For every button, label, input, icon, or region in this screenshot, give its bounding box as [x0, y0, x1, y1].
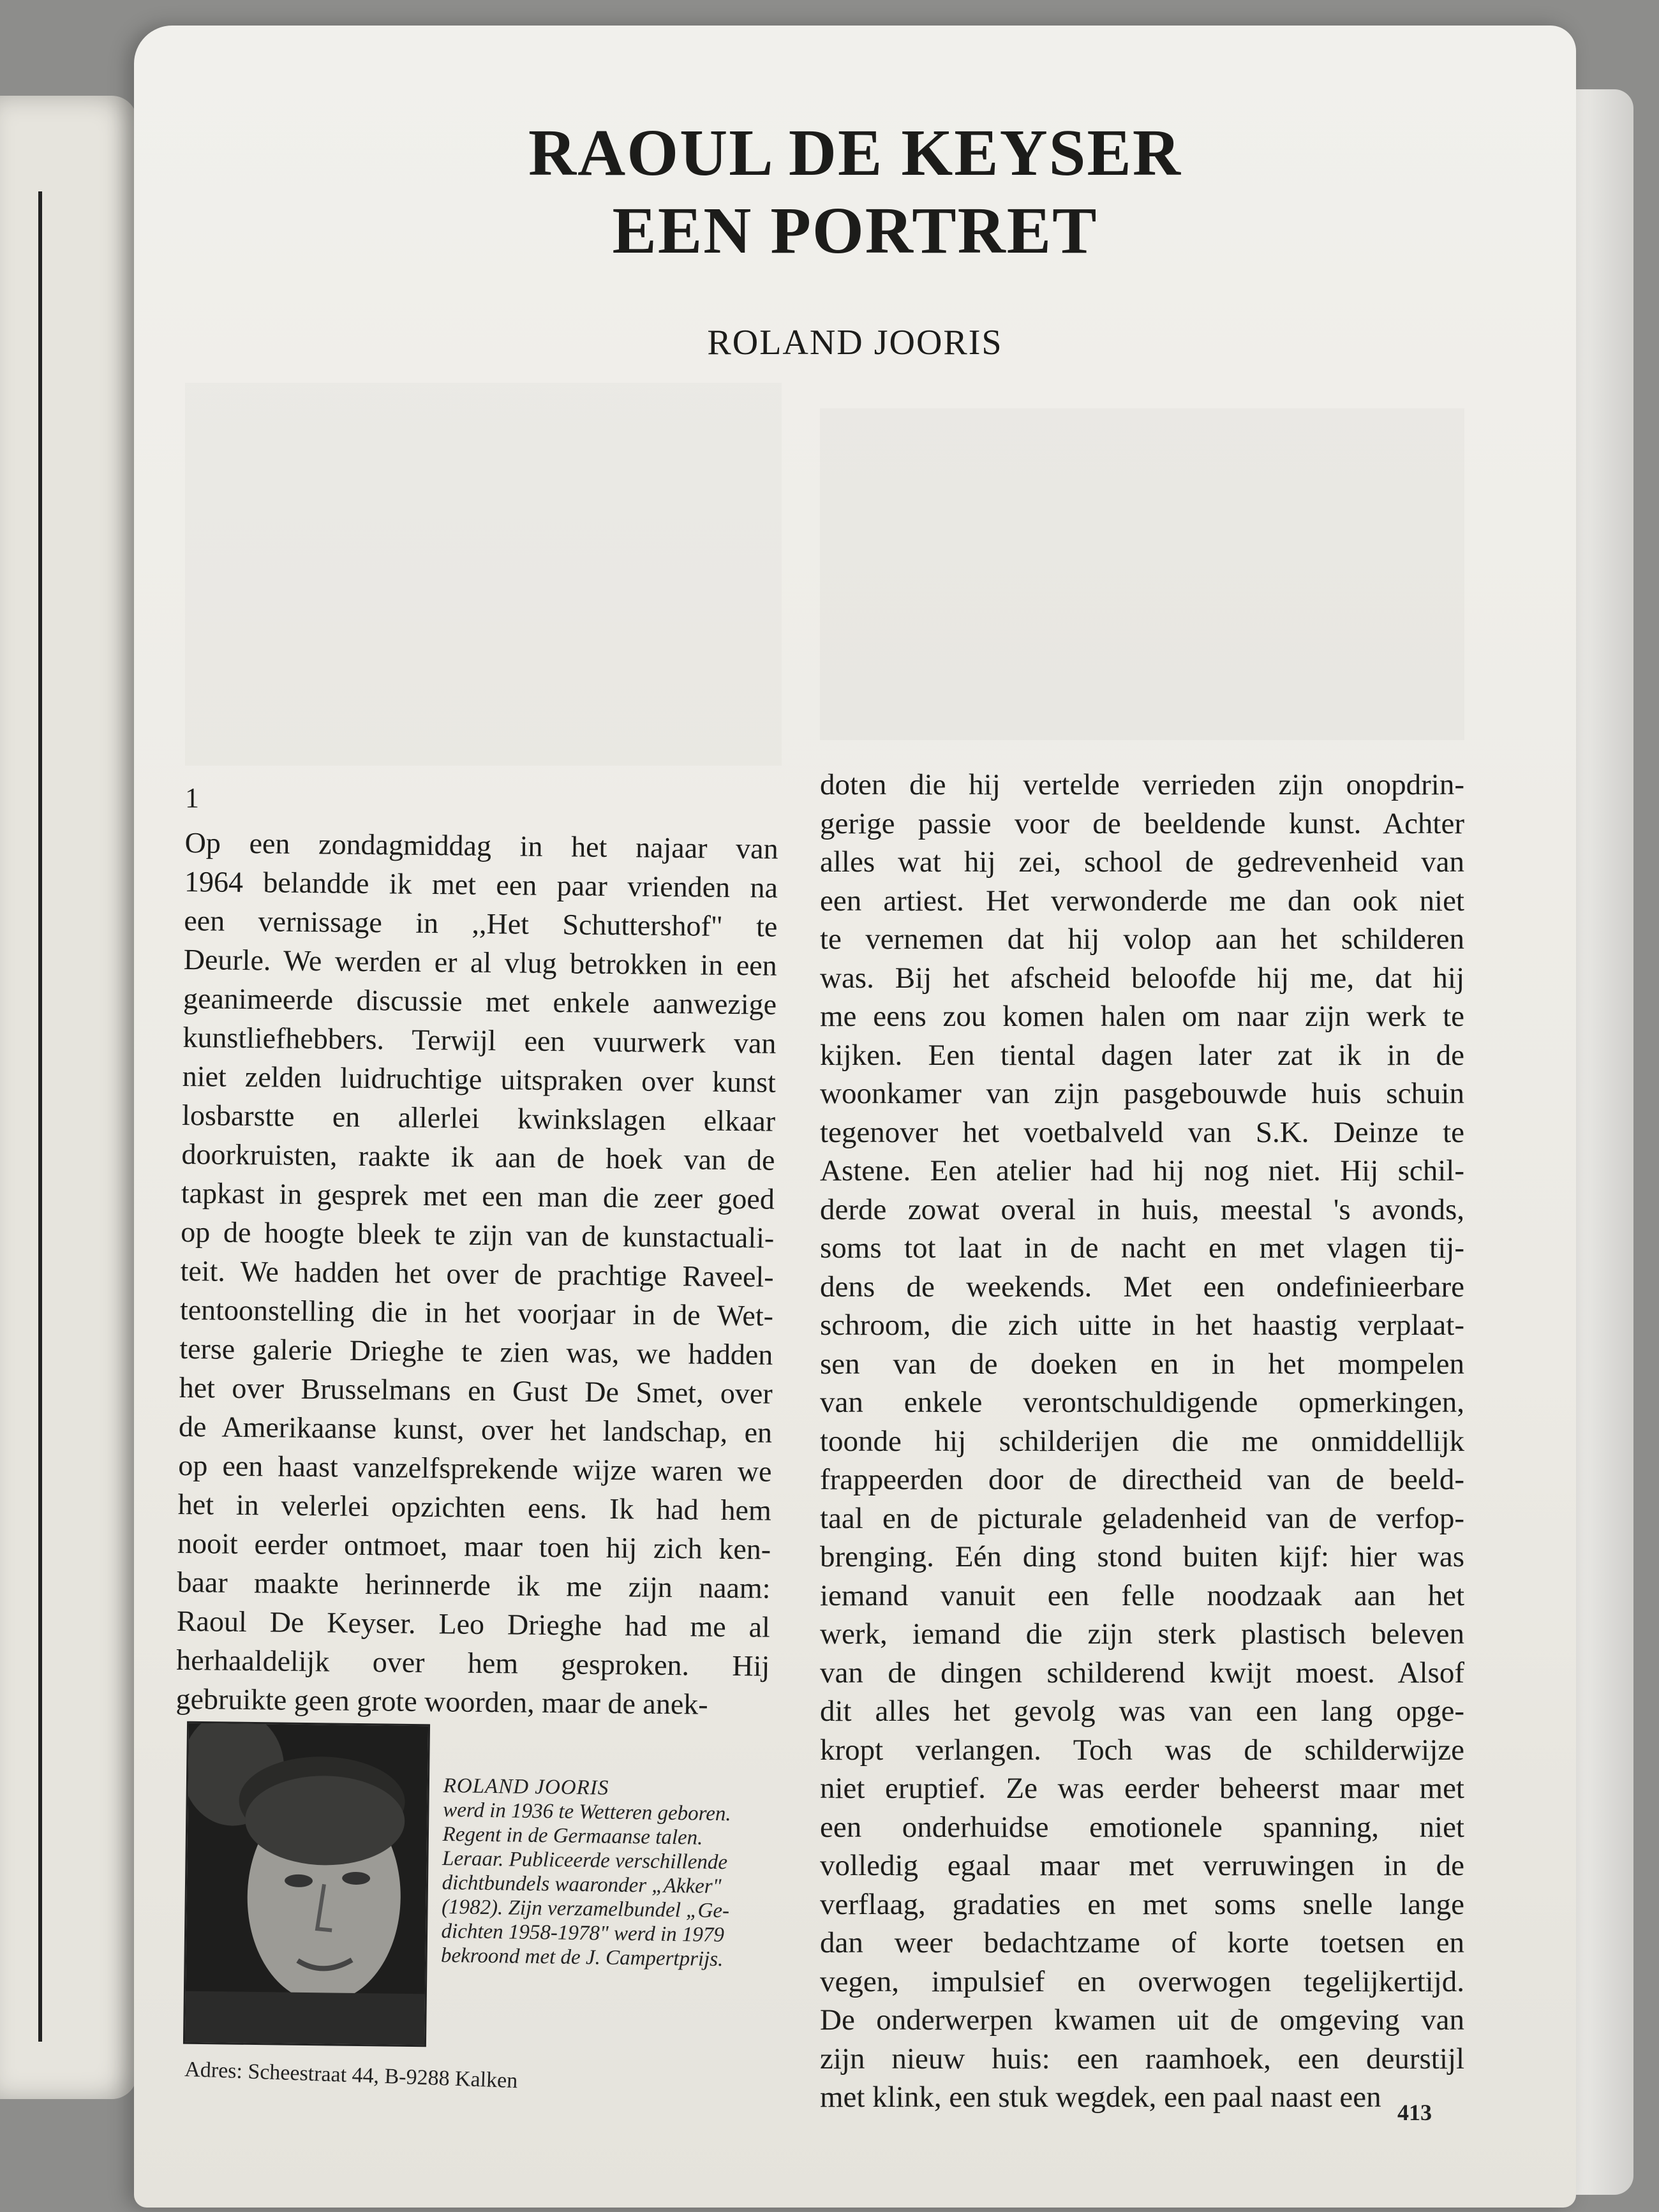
bio-line: Leraar. Publiceerde verschillende — [442, 1846, 728, 1874]
article-subtitle: EEN PORTRET — [612, 194, 1098, 267]
text-line: dens de weekends. Met een ondefinieerbare — [820, 1270, 1464, 1303]
text-line: teit. We hadden het over de prachtige Raveel- — [180, 1254, 774, 1293]
text-line: me eens zou komen halen om naar zijn werk te — [820, 1000, 1464, 1033]
text-line: brenging. Eén ding stond buiten kijf: hier was — [820, 1540, 1464, 1573]
text-line: op een haast vanzelfsprekende wijze waren we — [178, 1448, 772, 1488]
bio-name: ROLAND JOORIS — [443, 1774, 609, 1800]
text-line: 1964 belandde ik met een paar vrienden na — [184, 865, 778, 904]
text-line: woonkamer van zijn pasgebouwde huis schuin — [820, 1077, 1464, 1110]
article-title: RAOUL DE KEYSER — [528, 116, 1182, 189]
text-line: het over Brusselmans en Gust De Smet, over — [179, 1370, 773, 1410]
text-line: de Amerikaanse kunst, over het landschap, en — [178, 1409, 773, 1449]
text-line: van de dingen schilderend kwijt moest. Alsof — [820, 1656, 1464, 1689]
text-line: een artiest. Het verwonderde me dan ook niet — [820, 884, 1464, 917]
author-bio — [441, 1774, 788, 1973]
text-line: derde zowat overal in huis, meestal 's avonds, — [820, 1192, 1464, 1226]
text-line: dan weer bedachtzame of korte toetsen en — [820, 1926, 1464, 1959]
right-text-column — [820, 766, 1464, 2117]
text-line: geanimeerde discussie met enkele aanwezige — [182, 981, 777, 1021]
text-line: vegen, impulsief en overwogen tegelijkertijd. — [820, 1964, 1464, 1998]
section-number: 1 — [185, 782, 199, 813]
text-line: soms tot laat in de nacht en met vlagen tij- — [820, 1231, 1464, 1265]
book-page — [134, 26, 1576, 2208]
text-line: gerige passie voor de beeldende kunst. Achter — [820, 806, 1464, 840]
left-text-column — [175, 823, 778, 1725]
text-line: kropt verlangen. Toch was de schilderwijze — [820, 1733, 1464, 1767]
text-line: doorkruisten, raakte ik aan de hoek van de — [181, 1137, 775, 1177]
left-page-edge — [0, 96, 137, 2099]
text-line: een vernissage in ,,Het Schuttershof" te — [184, 903, 778, 943]
text-line: met klink, een stuk wegdek, een paal naast een — [820, 2081, 1381, 2114]
text-line: sen van de doeken en in het mompelen — [820, 1347, 1464, 1381]
text-line: terse galerie Drieghe te zien was, we hadden — [179, 1332, 773, 1371]
page-number: 413 — [1397, 2100, 1432, 2125]
text-line: Deurle. We werden er al vlug betrokken in een — [183, 942, 777, 982]
text-line: niet eruptief. Ze was eerder beheerst maar met — [820, 1772, 1464, 1805]
text-line: toonde hij schilderijen die me onmiddellijk — [820, 1424, 1464, 1458]
text-line: taal en de picturale geladenheid van de verfop- — [820, 1501, 1464, 1535]
article-author: ROLAND JOORIS — [707, 323, 1003, 362]
bio-line: dichten 1958-1978" werd in 1979 — [441, 1919, 725, 1947]
text-line: De onderwerpen kwamen uit de omgeving van — [820, 2003, 1464, 2037]
text-line: alles wat hij zei, school de gedrevenheid van — [820, 845, 1464, 879]
portrait-image — [185, 1723, 428, 2045]
bio-line: (1982). Zijn verzamelbundel „Ge- — [441, 1895, 730, 1923]
text-line: op de hoogte bleek te zijn van de kunstactuali- — [181, 1215, 775, 1254]
text-line: zijn nieuw huis: een raamhoek, een deurstijl — [820, 2042, 1464, 2075]
text-line: gebruikte geen grote woorden, maar de anek- — [175, 1682, 708, 1721]
show-through-area — [185, 383, 782, 766]
author-address: Adres: Scheestraat 44, B-9288 Kalken — [184, 2058, 518, 2093]
text-line: iemand vanuit een felle noodzaak aan het — [820, 1578, 1464, 1612]
text-line: van enkele verontschuldigende opmerkingen, — [820, 1386, 1464, 1419]
author-portrait-photo — [183, 1721, 430, 2047]
show-through-area — [820, 408, 1464, 740]
text-line: dit alles het gevolg was van een lang opge- — [820, 1695, 1464, 1728]
bio-line: dichtbundels waaronder „Akker" — [442, 1871, 722, 1899]
text-line: schroom, die zich uitte in het haastig verplaat- — [820, 1309, 1464, 1342]
text-line: Astene. Een atelier had hij nog niet. Hij schil- — [820, 1154, 1464, 1187]
text-line: tapkast in gesprek met een man die zeer goed — [181, 1176, 775, 1215]
text-line: losbarstte en allerlei kwinkslagen elkaar — [181, 1098, 776, 1138]
text-line: kunstliefhebbers. Terwijl een vuurwerk van — [182, 1020, 777, 1060]
text-line: nooit eerder ontmoet, maar toen hij zich ken- — [177, 1526, 771, 1566]
text-line: te vernemen dat hij volop aan het schilderen — [820, 923, 1464, 956]
text-line: baar maakte herinnerde ik me zijn naam: — [177, 1565, 771, 1605]
text-line: niet zelden luidruchtige uitspraken over kunst — [182, 1059, 777, 1099]
text-line: tegenover het voetbalveld van S.K. Deinze te — [820, 1115, 1464, 1149]
text-line: werk, iemand die zijn sterk plastisch beleven — [820, 1617, 1464, 1651]
text-line: was. Bij het afscheid beloofde hij me, dat hij — [820, 961, 1464, 995]
text-line: Raoul De Keyser. Leo Drieghe had me al — [176, 1604, 771, 1644]
text-line: frappeerden door de directheid van de beeld- — [820, 1463, 1464, 1496]
text-line: verflaag, gradaties en met soms snelle lange — [820, 1887, 1464, 1921]
text-line: volledig egaal maar met verruwingen in de — [820, 1849, 1464, 1882]
text-line: doten die hij vertelde verrieden zijn onopdrin- — [820, 768, 1464, 801]
text-line: het in velerlei opzichten eens. Ik had hem — [177, 1487, 772, 1527]
bio-line: bekroond met de J. Campertprijs. — [440, 1943, 724, 1971]
bio-line: Regent in de Germaanse talen. — [442, 1822, 703, 1850]
text-line: tentoonstelling die in het voorjaar in de Wet- — [179, 1293, 774, 1332]
text-line: een onderhuidse emotionele spanning, niet — [820, 1810, 1464, 1844]
text-line: Op een zondagmiddag in het najaar van — [184, 826, 778, 865]
bio-line: werd in 1936 te Wetteren geboren. — [442, 1798, 731, 1826]
left-page-border — [0, 191, 42, 2042]
text-line: kijken. Een tiental dagen later zat ik in de — [820, 1038, 1464, 1072]
text-line: herhaaldelijk over hem gesproken. Hij — [175, 1643, 770, 1682]
